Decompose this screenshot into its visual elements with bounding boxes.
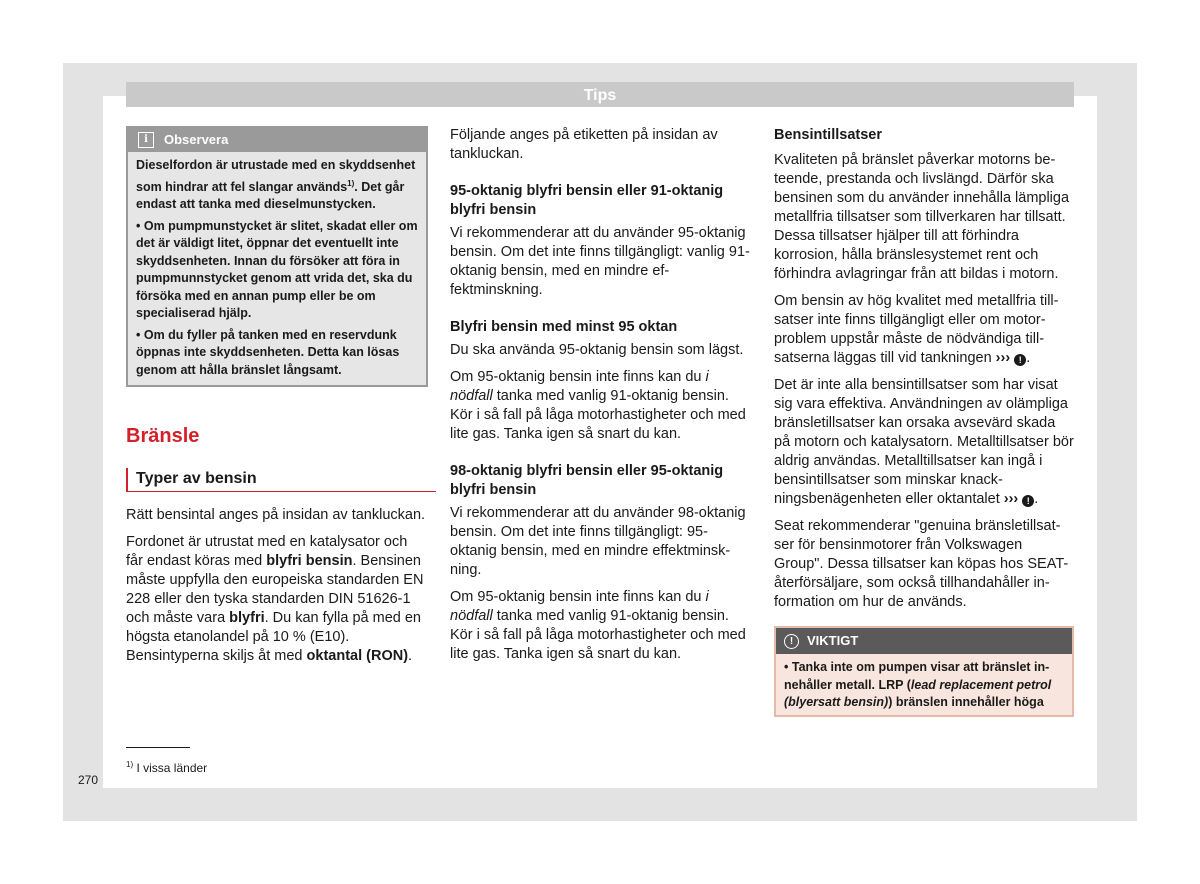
footnote-divider bbox=[126, 747, 190, 748]
paragraph: Fordonet är utrustat med en katalysator och får endast köras med blyfri bensin. Bensinen måste uppfylla den europeiska standarden EN 228 eller den tyska standarden DIN 51626-1 och måste vara blyfri. Du kan fylla på med en högsta etanolandel på 10 % (E10). Bensintyperna skiljs åt med oktantal (RON). bbox=[126, 534, 424, 664]
paragraph: Vi rekommenderar att du använder 98-oktanig bensin. Om det inte finns tillgängligt: 95-oktanig bensin, med en mindre effektminskning. bbox=[450, 505, 746, 578]
footnote: $^{1)}$ I vissa länder bbox=[126, 760, 208, 775]
subheading: Blyfri bensin med minst 95 oktan bbox=[450, 319, 678, 335]
viktigt-header bbox=[776, 628, 1072, 654]
paragraph: Du ska använda 95-oktanig bensin som lägst. bbox=[450, 342, 744, 358]
section-header-tips: Tips bbox=[126, 82, 1074, 107]
subheading: Bensintillsatser bbox=[774, 127, 882, 143]
subheading: 95-oktanig blyfri bensin eller 91-oktanig blyfri bensin bbox=[450, 183, 724, 218]
observera-header bbox=[128, 128, 426, 152]
column-right bbox=[774, 126, 1074, 717]
viktigt-body: • Tanka inte om pumpen visar att bränslet innehåller metall. LRP (lead replacement petrol (blyersatt bensin)) bränslen innehåller höga bbox=[784, 660, 1052, 709]
observera-bullet: • Om pumpmunstycket är slitet, skadat eller om det är väldigt litet, öppnar det eventuellt inte skyddsenheten. Innan du försöker att föra in pumpmunnstycket genom att vrida det, ska du försöka med en annan pump eller be om specialiserad hjälp. bbox=[136, 218, 418, 321]
column-middle bbox=[450, 126, 750, 672]
viktigt-box bbox=[774, 626, 1074, 717]
warning-circle-icon: ! bbox=[1022, 495, 1034, 507]
cross-reference-arrow[interactable]: ››› bbox=[1003, 491, 1019, 507]
chapter-title: Bränsle bbox=[126, 425, 200, 447]
section-title: Typer av bensin bbox=[126, 468, 436, 492]
cross-reference-arrow[interactable]: ››› bbox=[995, 350, 1011, 366]
alert-circle-icon: ! bbox=[784, 634, 799, 649]
warning-circle-icon: ! bbox=[1014, 354, 1026, 366]
footnote-ref: 1) bbox=[347, 178, 355, 188]
viktigt-title: VIKTIGT bbox=[807, 633, 859, 648]
paragraph: Om 95-oktanig bensin inte finns kan du i nödfall tanka med vanlig 91-oktanig bensin. Kör i så fall på låga motorhastigheter och med lite gas. Tanka igen så snart du kan. bbox=[450, 369, 746, 442]
paragraph: Följande anges på etiketten på insidan av tankluckan. bbox=[450, 127, 718, 162]
paragraph: Rätt bensintal anges på insidan av tankluckan. bbox=[126, 507, 426, 523]
observera-box bbox=[126, 126, 428, 387]
paragraph: Det är inte alla bensintillsatser som har visat sig vara effektiva. Användningen av olämpliga bränsletillsatser kan orsaka avsevärd skada på motorn och katalysatorn. Metalltillsatser bör aldrig användas. Metalltillsatser kan ingå i bensintillsatser som minskar knackningsbenägenheten eller oktantalet ››› ! . bbox=[774, 377, 1074, 507]
observera-bullet: • Om du fyller på tanken med en reservdunk öppnas inte skyddsenheten. Detta kan lösas genom att hålla bränslet långsamt. bbox=[136, 327, 400, 377]
paragraph: Om 95-oktanig bensin inte finns kan du i nödfall tanka med vanlig 91-oktanig bensin. Kör i så fall på låga motorhastigheter och med lite gas. Tanka igen så snart du kan. bbox=[450, 589, 746, 662]
paragraph: Kvaliteten på bränslet påverkar motorns beteende, prestanda och livslängd. Därför ska bensinen som du använder innehålla lämpliga metallfria tillsatser som tillverkaren har tillsatt. Dessa tillsatser hjälper till att förhindra korrosion, hålla bränslesystemet rent och förhindra avlagringar från att bildas i motorn. bbox=[774, 152, 1070, 282]
observera-body bbox=[128, 152, 426, 385]
observera-title: Observera bbox=[164, 132, 229, 147]
column-left-text bbox=[126, 506, 426, 674]
paragraph: Seat rekommenderar "genuina bränsletillsatser för bensinmotorer från Volkswagen Group". Dessa tillsatser kan köpas hos SEAT-återförsäljare, som också tillhandahåller information om hur de används. bbox=[774, 518, 1069, 610]
column-left bbox=[126, 126, 428, 387]
page-number: 270 bbox=[78, 773, 99, 787]
paragraph: Om bensin av hög kvalitet med metallfria tillsatser inte finns tillgängligt eller om motorproblem uppstår måste de nödvändiga tillsatserna läggas till vid tankningen ››› ! . bbox=[774, 293, 1059, 366]
info-icon: i bbox=[138, 132, 154, 148]
subheading: 98-oktanig blyfri bensin eller 95-oktanig blyfri bensin bbox=[450, 463, 724, 498]
paragraph: Vi rekommenderar att du använder 95-oktanig bensin. Om det inte finns tillgängligt: vanlig 91-oktanig bensin, med en mindre effektminskning. bbox=[450, 225, 750, 298]
observera-intro: Dieselfordon är utrustade med en skyddsenhet som hindrar att fel slangar används$^{1)}$. Det går endast att tanka med dieselmunstycken. bbox=[136, 158, 416, 212]
